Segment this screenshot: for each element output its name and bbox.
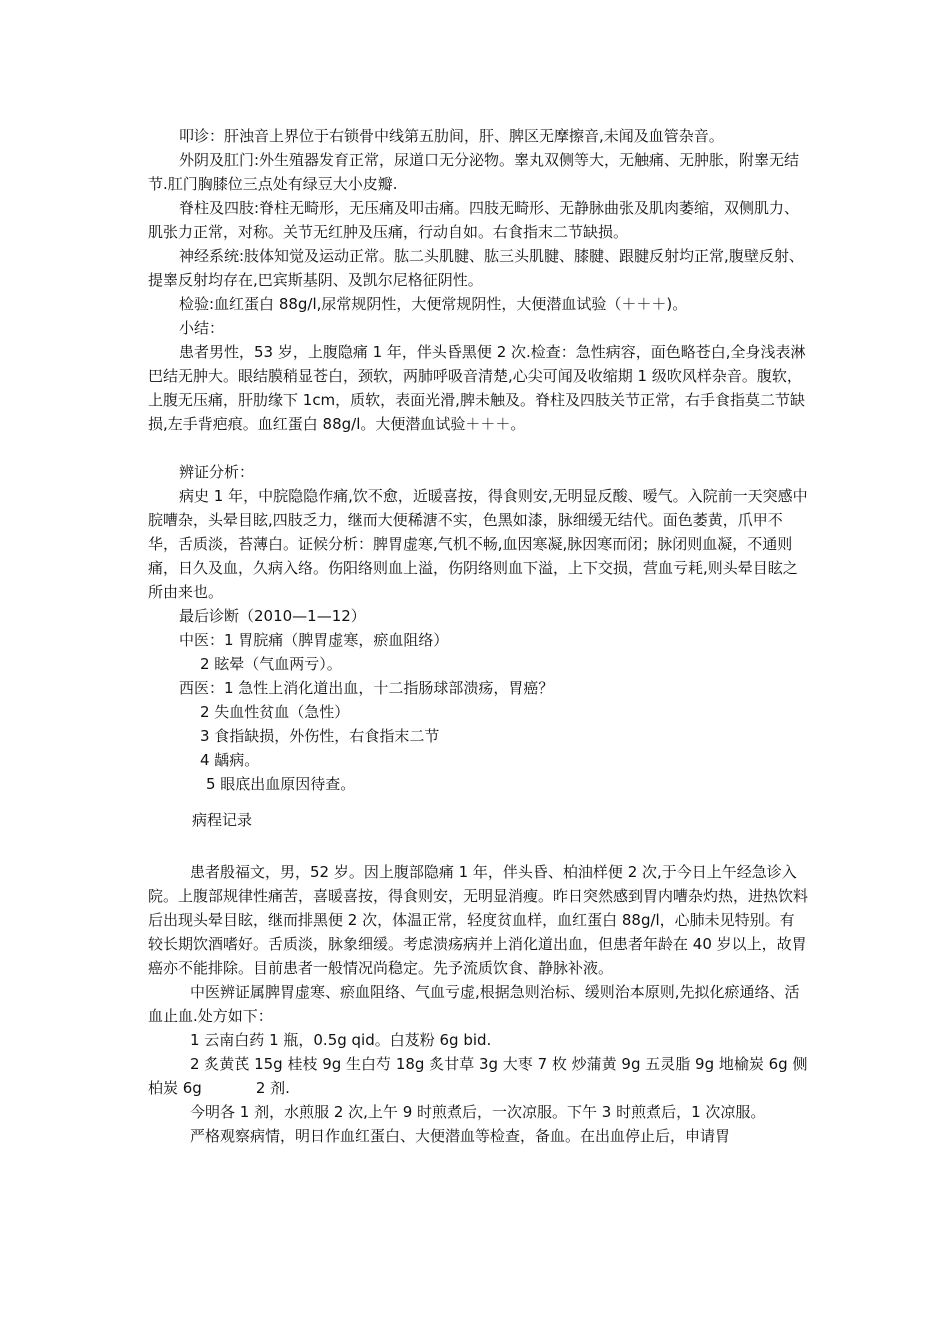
prescription-2-herbs: 2 炙黄芪 15g 桂枝 9g 生白芍 18g 炙甘草 3g 大枣 7 枚 炒蒲黄 9g 五灵脂 9g 地榆炭 6g: [190, 1055, 788, 1073]
diagnosis-wm-3: 3 食指缺损，外伤性，右食指末二节: [200, 727, 440, 745]
exam-neuro: 神经系统:肢体知觉及运动正常。肱二头肌腱、肱三头肌腱、膝腱、跟腱反射均正常,腹壁反射、提睾反射均存在,巴宾斯基阴、及凯尔尼格征阴性。: [148, 247, 804, 289]
exam-percussion: 叩诊：肝浊音上界位于右锁骨中线第五肋间，肝、脾区无摩擦音,未闻及血管杂音。: [179, 127, 724, 145]
prescription-2: [148, 1052, 808, 1100]
summary-text: 患者男性，53 岁，上腹隐痛 1 年，伴头昏黑便 2 次.检查：急性病容，面色略苍白,全身浅表淋巴结无肿大。眼结膜稍显苍白，颈软，两肺呼吸音清楚,心尖可闻及收缩期 1 级吹风样杂音。腹软，上腹无压痛，肝肋缘下 1cm，质软，表面光滑,脾未触及。脊柱及四肢关节正常，右手食指莫二节缺损,左手背疤痕。血红蛋白 88g/l。大便潜血试验＋＋＋。: [148, 343, 806, 433]
diagnosis-tcm-2: 2 眩晕（气血两亏）。: [200, 655, 342, 673]
analysis-heading: 辨证分析：: [179, 463, 255, 481]
diagnosis-wm-2: 2 失血性贫血（急性）: [200, 703, 350, 721]
progress-paragraph-1: 患者殷福文，男，52 岁。因上腹部隐痛 1 年，伴头昏、柏油样便 2 次,于今日上午经急诊入院。上腹部规律性痛苦，喜暖喜按，得食则安，无明显消瘦。昨日突然感到胃内嘈杂灼热，进热饮料后出现头晕目眩，继而排黑便 2 次，体温正常，轻度贫血样，血红蛋白 88g/l，心肺未见特别。有较长期饮酒嗜好。舌质淡，脉象细缓。考虑溃疡病并上消化道出血，但患者年龄在 40 岁以上，故胃癌亦不能排除。目前患者一般情况尚稳定。先予流质饮食、静脉补液。: [148, 863, 809, 977]
progress-paragraph-4: 严格观察病情，明日作血红蛋白、大便潜血等检查，备血。在出血停止后，申请胃: [190, 1127, 731, 1145]
diagnosis-wm-4: 4 龋病。: [200, 751, 260, 769]
diagnosis-tcm-1: 中医：1 胃脘痛（脾胃虚寒，瘀血阻络）: [179, 631, 449, 649]
prescription-1: 1 云南白药 1 瓶，0.5g qid。白芨粉 6g bid.: [190, 1031, 492, 1049]
exam-lab: 检验:血红蛋白 88g/l,尿常规阴性，大便常规阴性，大便潜血试验（＋＋＋)。: [179, 295, 688, 313]
prescription-2-dosage: 2 剂.: [255, 1079, 290, 1097]
progress-title: 病程记录: [192, 811, 253, 829]
progress-paragraph-2: 中医辨证属脾胃虚寒、瘀血阻络、气血亏虚,根据急则治标、缓则治本原则,先拟化瘀通络、活血止血.处方如下：: [148, 983, 800, 1025]
diagnosis-heading: 最后诊断（2010—1—12）: [179, 607, 366, 625]
analysis-text: 病史 1 年，中脘隐隐作痛,饮不愈，近暖喜按，得食则安,无明显反酸、嗳气。入院前一天突感中脘嘈杂，头晕目眩,四肢乏力，继而大便稀溏不实，色黑如漆，脉细缓无结代。面色萎黄，爪甲不华，舌质淡，苔薄白。证候分析：脾胃虚寒,气机不畅,血因寒凝,脉因寒而闭；脉闭则血凝，不通则痛，日久及血，久病入络。伤阳络则血上溢，伤阴络则血下溢，上下交损，营血亏耗,则头晕目眩之所由来也。: [148, 487, 808, 601]
summary-heading: 小结：: [179, 319, 225, 337]
exam-genital: 外阴及肛门:外生殖器发育正常，尿道口无分泌物。睾丸双侧等大，无触痛、无肿胀，附睾无结节.肛门胸膝位三点处有绿豆大小皮瓣.: [148, 151, 800, 193]
diagnosis-wm-1: 西医：1 急性上消化道出血，十二指肠球部溃疡，胃癌？: [179, 679, 554, 697]
document-body: [148, 124, 808, 1148]
exam-spine: 脊柱及四肢:脊柱无畸形，无压痛及叩击痛。四肢无畸形、无静脉曲张及肌肉萎缩，双侧肌力、肌张力正常，对称。关节无红肿及压痛，行动自如。右食指末二节缺损。: [148, 199, 800, 241]
diagnosis-wm-5: 5 眼底出血原因待查。: [206, 775, 356, 793]
prescription-2-herb-last: 侧柏炭 6g: [148, 1055, 808, 1097]
spacer: [148, 436, 808, 460]
progress-paragraph-3: 今明各 1 剂，水煎服 2 次,上午 9 时煎煮后，一次凉服。下午 3 时煎煮后，1 次凉服。: [190, 1103, 766, 1121]
